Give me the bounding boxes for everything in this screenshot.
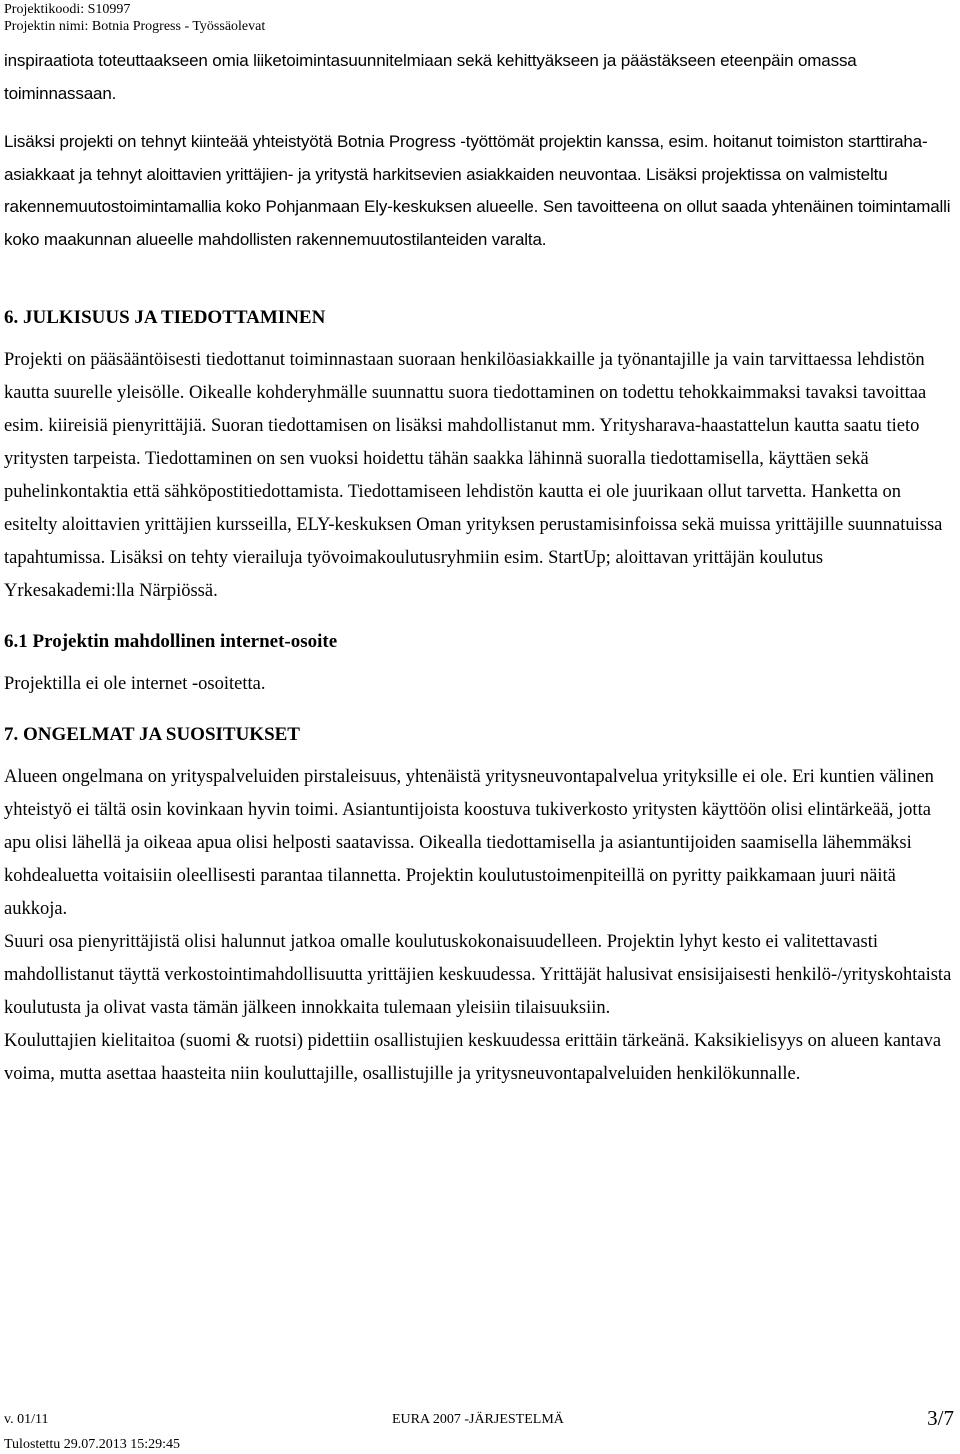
project-name: Projektin nimi: Botnia Progress - Työssäolevat	[4, 19, 266, 34]
project-code: Projektikoodi: S10997	[4, 2, 131, 17]
section-paragraph: Projekti on pääsääntöisesti tiedottanut toiminnastaan suoraan henkilöasiakkaille ja työnantajille ja vain tarvittaessa lehdistön kautta suurelle yleisölle. Oikealle kohderyhmälle suunnattu suora tiedottaminen on todettu tehokkaimmaksi tavaksi tavoittaa esim. kiireisiä pienyrittäjiä. Suoran tiedottamisen on lisäksi mahdollistanut mm. Yritysharava-haastattelun kautta saatu tieto yritysten tarpeista. Tiedottaminen on sen vuoksi hoidettu tähän saakka lähinnä suoralla tiedottamisella, käyttäen sekä puhelinkontaktia että sähköpostitiedottamista. Tiedottamiseen lehdistön kautta ei ole juurikaan ollut tarvetta. Hanketta on esitelty aloittavien yrittäjien kursseilla, ELY-keskuksen Oman yrityksen perustamisinfoissa sekä muissa yrittäjille suunnatuissa tapahtumissa. Lisäksi on tehty vierailuja työvoimakoulutusryhmiin esim. StartUp; aloittavan yrittäjän koulutus Yrkesakademi:lla Närpiössä.	[4, 350, 943, 601]
section-heading: 7. ONGELMAT JA SUOSITUKSET	[4, 724, 300, 745]
spacer	[4, 256, 956, 306]
section-paragraph: Alueen ongelmana on yrityspalveluiden pirstaleisuus, yhtenäistä yritysneuvontapalvelua yrityksille ei ole. Eri kuntien välinen yhteistyö ei tältä osin kovinkaan hyvin toimi. Asiantuntijoista koostuva tukiverkosto yritysten käyttöön olisi elintärkeää, jotta apu olisi lähellä ja oikeaa apua olisi helposti saatavissa. Oikealla tiedottamisella ja asiantuntijoiden saamisella lähemmäksi kohdealuetta voitaisiin oleellisesti parantaa tilannetta. Projektin koulutustoimenpiteillä on pyritty paikkamaan juuri näitä aukkoja.	[4, 767, 934, 919]
document-body	[4, 45, 956, 1091]
footer-system: EURA 2007 -JÄRJESTELMÄ	[392, 1412, 564, 1427]
subsection-heading: 6.1 Projektin mahdollinen internet-osoite	[4, 631, 338, 652]
page-header	[4, 1, 265, 35]
section-paragraph: Kouluttajien kielitaitoa (suomi & ruotsi) pidettiin osallistujien keskuudessa erittäin tärkeänä. Kaksikielisyys on alueen kantava voima, mutta asettaa haasteita niin kouluttajille, osallistujille ja yritysneuvontapalveluiden henkilökunnalle.	[4, 1031, 942, 1084]
section-paragraph: Projektilla ei ole internet -osoitetta.	[4, 674, 266, 694]
page-number: 3/7	[927, 1406, 954, 1430]
footer-version: v. 01/11	[4, 1412, 49, 1427]
spacer	[4, 110, 956, 126]
intro-paragraph: Lisäksi projekti on tehnyt kiinteää yhteistyötä Botnia Progress -työttömät projektin kanssa, esim. hoitanut toimiston starttiraha-asiakkaat ja tehnyt aloittavien yrittäjien- ja yritystä harkitsevien asiakkaiden neuvontaa. Lisäksi projektissa on valmisteltu rakennemuutostoimintamallia koko Pohjanmaan Ely-keskuksen alueelle. Sen tavoitteena on ollut saada yhtenäinen toimintamalli koko maakunnan alueelle mahdollisten rakennemuutostilanteiden varalta.	[4, 132, 951, 249]
section-heading: 6. JULKISUUS JA TIEDOTTAMINEN	[4, 307, 326, 328]
intro-paragraph: inspiraatiota toteuttaakseen omia liiketoimintasuunnitelmiaan sekä kehittyäkseen ja päästäkseen eteenpäin omassa toiminnassaan.	[4, 51, 857, 103]
printed-timestamp: Tulostettu 29.07.2013 15:29:45	[4, 1437, 181, 1452]
section-paragraph: Suuri osa pienyrittäjistä olisi halunnut jatkoa omalle koulutuskokonaisuudelleen. Projektin lyhyt kesto ei valitettavasti mahdollistanut täyttä verkostointimahdollisuutta yrittäjien keskuudessa. Yrittäjät halusivat ensisijaisesti henkilö-/yrityskohtaista koulutusta ja olivat vasta tämän jälkeen innokkaita tulemaan yleisiin tilaisuuksiin.	[4, 932, 952, 1018]
